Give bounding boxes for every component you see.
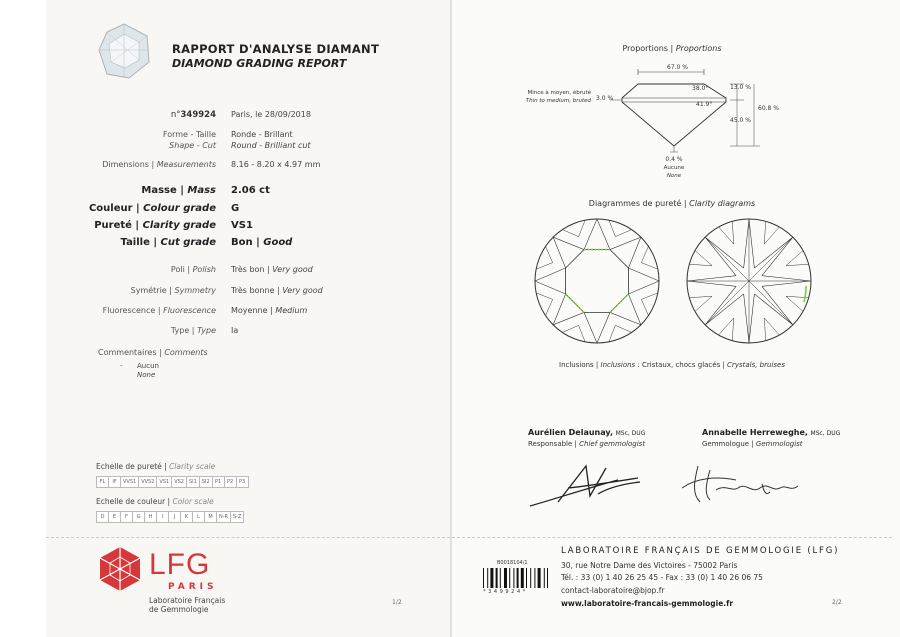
pavilion-angle: 41.9° <box>696 101 713 108</box>
logo-subtitle-2: de Gemmologie <box>149 605 209 614</box>
proportions-title-en: Proportions <box>675 44 722 53</box>
diamond-icon <box>95 22 153 80</box>
colour-label-fr: Couleur | <box>88 203 140 214</box>
polish-value-fr: Très bon | <box>231 265 270 274</box>
clarity-diagrams-title <box>452 199 892 208</box>
comments-dash: - <box>120 362 123 370</box>
lfg-logo-icon <box>96 545 144 593</box>
type-value: Ia <box>231 326 239 335</box>
fluorescence-label-fr: Fluorescence | <box>102 306 161 315</box>
proportions-title-fr: Proportions | <box>622 44 674 53</box>
girdle-fr: Mince à moyen, ébruté <box>527 90 591 96</box>
clarity-grade-si1: SI1 <box>186 476 200 488</box>
polish-value <box>231 265 313 274</box>
cut-label-fr: Taille | <box>120 237 158 248</box>
fluorescence-label-en: Fluorescence <box>163 306 216 315</box>
clarity-scale <box>96 476 248 488</box>
polish-label-en: Polish <box>192 265 216 274</box>
inclusions-text <box>452 361 892 369</box>
clarity-diagram-pavilion <box>684 216 814 346</box>
signatory-2-name <box>702 428 840 437</box>
lab-address: 30, rue Notre Dame des Victoires - 75002 Paris <box>561 561 738 570</box>
colour-label-en: Colour grade <box>143 203 216 214</box>
symmetry-label <box>46 286 216 295</box>
colour-label <box>46 203 216 214</box>
type-label-fr: Type | <box>170 326 195 335</box>
comments-label-en: Comments <box>164 348 208 357</box>
barcode-icon <box>483 568 548 588</box>
crown-angle: 38.0° <box>692 85 709 92</box>
fluorescence-value-fr: Moyenne | <box>231 306 273 315</box>
divider-right <box>452 537 892 538</box>
page-fold <box>450 0 452 637</box>
shape-label-en: Shape - Cut <box>169 141 216 150</box>
symmetry-value-fr: Très bonne | <box>231 286 280 295</box>
polish-label-fr: Poli | <box>170 265 191 274</box>
logo-city: PARIS <box>168 582 218 592</box>
clarity-scale-label-en: Clarity scale <box>169 462 216 471</box>
colour-grade-n-r: N-R <box>216 511 231 523</box>
clarity-grade-vs1: VS1 <box>156 476 172 488</box>
clarity-diagrams-title-fr: Diagrammes de pureté | <box>588 199 687 208</box>
signatory-1-role-en: Chief gemmologist <box>579 440 646 448</box>
crown-height: 13.0 % <box>730 84 751 91</box>
clarity-grade-vvs2: VVS2 <box>138 476 157 488</box>
dimensions-label-en: Measurements <box>156 160 216 169</box>
type-label <box>46 326 216 335</box>
polish-label <box>46 265 216 274</box>
lab-name: LABORATOIRE FRANÇAIS DE GEMMOLOGIE (LFG) <box>561 546 840 556</box>
colour-scale-label-fr: Echelle de couleur | <box>96 497 171 506</box>
signatory-2-degree: MSc, DUG <box>810 430 841 437</box>
clarity-diagram-crown <box>532 216 662 346</box>
culet-percent: 0.4 % <box>665 156 683 163</box>
lab-email[interactable]: contact-laboratoire@bjop.fr <box>561 586 665 595</box>
clarity-label <box>46 220 216 231</box>
dimensions-label-fr: Dimensions | <box>102 160 155 169</box>
clarity-grade-if: IF <box>108 476 121 488</box>
clarity-scale-label-fr: Echelle de pureté | <box>96 462 167 471</box>
table-percent: 67.0 % <box>667 64 688 71</box>
fluorescence-value-en: Medium <box>275 306 308 315</box>
inclusions-label-en: Inclusions <box>600 361 636 369</box>
shape-value-en: Round - Brilliant cut <box>231 141 311 150</box>
proportions-diagram <box>600 60 780 170</box>
symmetry-value-en: Very good <box>282 286 323 295</box>
fluorescence-label <box>46 306 216 315</box>
shape-value-fr: Ronde - Brillant <box>231 130 293 139</box>
colour-grade-k: K <box>180 511 193 523</box>
logo-name: LFG <box>149 548 211 581</box>
colour-grade-h: H <box>144 511 157 523</box>
comments-label-fr: Commentaires | <box>98 348 162 357</box>
report-number-value: 349924 <box>180 110 216 120</box>
colour-scale-label <box>96 497 214 506</box>
colour-grade-l: L <box>192 511 205 523</box>
girdle-percent: 3.0 % <box>596 95 614 102</box>
report-title-fr: RAPPORT D'ANALYSE DIAMANT <box>172 42 380 56</box>
culet-fr: Aucune <box>663 165 685 171</box>
report-title-en: DIAMOND GRADING REPORT <box>172 57 347 70</box>
clarity-label-fr: Pureté | <box>94 220 140 231</box>
clarity-grade-p3: P3 <box>236 476 249 488</box>
comments-value-en: None <box>137 371 156 379</box>
total-depth: 60.8 % <box>758 105 779 112</box>
lab-website[interactable]: www.laboratoire-francais-gemmologie.fr <box>561 599 734 608</box>
mass-label <box>46 185 216 196</box>
dimensions-value: 8.16 - 8.20 x 4.97 mm <box>231 160 321 169</box>
page-number-right: 2/2 <box>832 599 842 606</box>
colour-grade-d: D <box>96 511 109 523</box>
colour-grade-f: F <box>120 511 133 523</box>
signatory-1-degree: MSc, DUG <box>615 430 646 437</box>
cut-value <box>231 237 292 248</box>
cut-value-en: Good <box>263 237 293 248</box>
clarity-value: VS1 <box>231 220 253 231</box>
clarity-grade-vs2: VS2 <box>171 476 187 488</box>
barcode-top-text: B0018104/1 <box>497 560 528 566</box>
clarity-grade-fl: FL <box>96 476 109 488</box>
mass-label-en: Mass <box>187 185 216 196</box>
signatory-2-role-en: Gemmologist <box>755 440 803 448</box>
colour-grade-j: J <box>168 511 181 523</box>
barcode-bottom-text: * 3 4 9 9 2 4 * <box>483 589 526 595</box>
dimensions-label <box>46 160 216 169</box>
signature-1 <box>528 458 648 514</box>
report-number-prefix: n° <box>170 110 181 120</box>
signatory-2-role <box>702 440 803 448</box>
proportions-title <box>452 44 892 53</box>
pavilion-depth: 45.0 % <box>730 117 751 124</box>
clarity-grade-vvs1: VVS1 <box>120 476 139 488</box>
clarity-grade-si2: SI2 <box>199 476 213 488</box>
colour-scale-label-en: Color scale <box>172 497 214 506</box>
symmetry-label-fr: Symétrie | <box>130 286 172 295</box>
report-place-date: Paris, le 28/09/2018 <box>231 110 311 119</box>
colour-grade-m: M <box>204 511 217 523</box>
colour-grade-s-z: S-Z <box>230 511 244 523</box>
report-number <box>46 110 216 120</box>
clarity-diagrams-title-en: Clarity diagrams <box>689 199 756 208</box>
clarity-grade-p2: P2 <box>224 476 237 488</box>
signature-2 <box>676 462 816 506</box>
inclusions-values-fr: : Cristaux, chocs glacés | <box>637 361 725 369</box>
signatory-2-name-text: Annabelle Herreweghe, <box>702 428 808 437</box>
logo-subtitle-1: Laboratoire Français <box>149 596 226 605</box>
page-number-left: 1/2 <box>392 599 402 606</box>
clarity-scale-label <box>96 462 215 471</box>
colour-grade-e: E <box>108 511 121 523</box>
signatory-1-role-fr: Responsable | <box>528 440 577 448</box>
fluorescence-value <box>231 306 307 315</box>
inclusions-label-fr: Inclusions | <box>559 361 599 369</box>
lab-phone: Tél. : 33 (0) 1 40 26 25 45 - Fax : 33 (0) 1 40 26 06 75 <box>561 573 763 582</box>
culet-en: None <box>666 173 682 179</box>
clarity-grade-p1: P1 <box>212 476 225 488</box>
background-edge <box>0 0 46 637</box>
signatory-2-role-fr: Gemmologue | <box>702 440 754 448</box>
polish-value-en: Very good <box>272 265 313 274</box>
signatory-1-name-text: Aurélien Delaunay, <box>528 428 614 437</box>
colour-grade-g: G <box>132 511 145 523</box>
divider-left <box>46 537 450 538</box>
report-page-left <box>46 0 451 637</box>
colour-scale <box>96 511 243 523</box>
signatory-1-name <box>528 428 645 437</box>
type-label-en: Type <box>197 326 216 335</box>
colour-value: G <box>231 203 240 214</box>
signatory-1-role <box>528 440 645 448</box>
comments-value-fr: Aucun <box>137 362 159 370</box>
colour-grade-i: I <box>156 511 169 523</box>
mass-label-fr: Masse | <box>141 185 184 196</box>
mass-value: 2.06 ct <box>231 185 270 196</box>
cut-label <box>46 237 216 248</box>
cut-value-fr: Bon | <box>231 237 260 248</box>
comments-label <box>98 348 208 357</box>
girdle-en: Thin to medium, bruted <box>525 98 591 104</box>
symmetry-label-en: Symmetry <box>174 286 216 295</box>
inclusions-values-en: Crystals, bruises <box>727 361 785 369</box>
clarity-label-en: Clarity grade <box>142 220 216 231</box>
shape-label-fr: Forme - Taille <box>162 130 216 139</box>
symmetry-value <box>231 286 323 295</box>
cut-label-en: Cut grade <box>160 237 216 248</box>
